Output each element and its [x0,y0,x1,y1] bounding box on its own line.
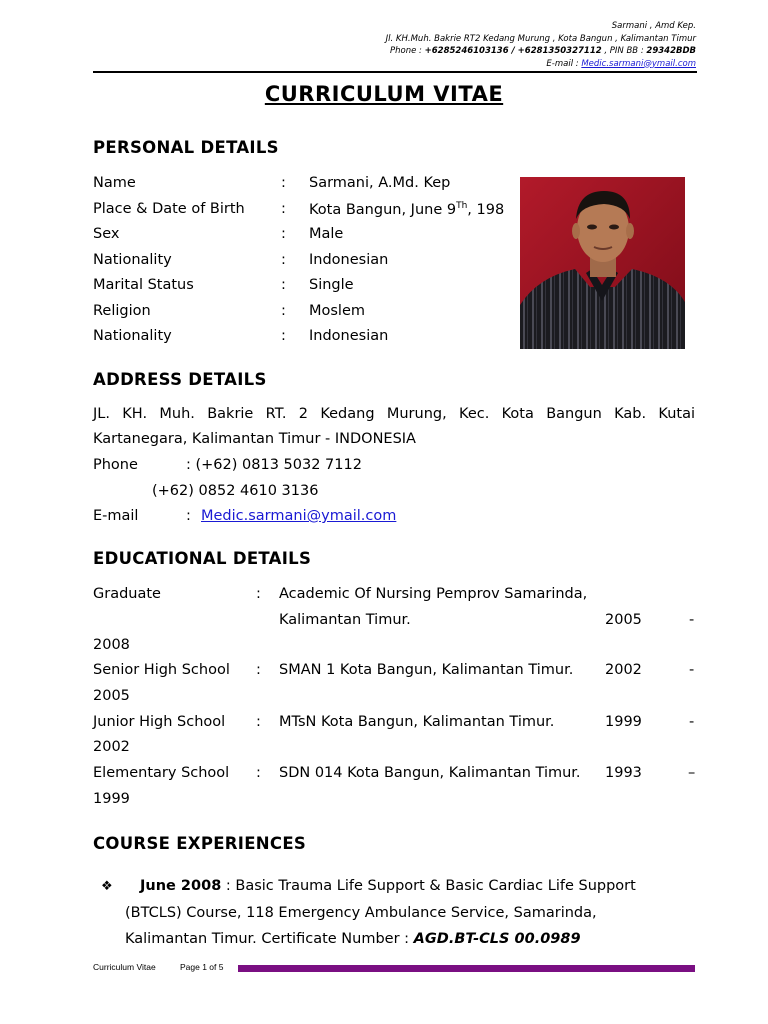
course-desc-3: Kalimantan Timur. Certificate Number : [125,931,414,947]
personal-label: Name [93,175,136,191]
education-level: Senior High School [93,662,230,678]
colon: : [256,586,261,602]
header-email-line [386,58,696,71]
course-line-3 [125,931,581,947]
personal-value: Indonesian [309,328,389,344]
personal-label: Nationality [93,252,172,268]
education-start-year: 1999 [605,714,642,730]
header-phone-line [386,45,696,58]
header-pin-label: , PIN BB : [601,46,647,56]
course-desc-1: : Basic Trauma Life Support & Basic Cardiac Life Support [221,878,636,894]
education-start-year: 1993 [605,765,642,781]
education-dash: - [689,612,695,628]
colon: : [256,714,261,730]
colon: : [281,328,286,344]
colon: : [256,765,261,781]
education-school: SDN 014 Kota Bangun, Kalimantan Timur. [279,765,581,781]
letterhead [386,20,696,70]
colon: : [281,201,286,217]
course-date: June 2008 [140,878,222,894]
personal-label: Place & Date of Birth [93,201,245,217]
colon: : [186,508,191,524]
personal-label: Religion [93,303,151,319]
education-end-year: 2002 [93,739,130,755]
page-title: CURRICULUM VITAE [264,82,504,106]
phone-number-2: (+62) 0852 4610 3136 [152,483,319,499]
email-label: E-mail [93,508,139,524]
colon: : [281,303,286,319]
birth-value: Kota Bangun, June 9 [309,201,457,218]
footer-bar [238,965,695,972]
address-line-1: JL. KH. Muh. Bakrie RT. 2 Kedang Murung, Kec. Kota Bangun Kab. Kutai [93,406,695,422]
header-phone-label: Phone : [390,46,425,56]
header-name: Sarmani , Amd Kep. [611,21,696,31]
personal-details-heading: PERSONAL DETAILS [93,138,279,157]
education-level: Junior High School [93,714,226,730]
diamond-bullet-icon: ❖ [101,879,113,894]
education-dash: - [689,662,695,678]
profile-photo [520,177,685,349]
birth-value-after: , 198 [467,201,505,218]
email-link[interactable]: Medic.sarmani@ymail.com [201,508,397,524]
education-dash: – [688,765,696,781]
education-end-year: 1999 [93,791,130,807]
birth-sup: Th [456,201,468,211]
personal-label: Marital Status [93,277,194,293]
header-divider [93,71,697,73]
personal-value: Sarmani, A.Md. Kep [309,175,451,191]
personal-value: Indonesian [309,252,389,268]
header-phone-value: +6285246103136 / +6281350327112 [424,46,602,56]
education-school: Academic Of Nursing Pemprov Samarinda, [279,586,588,602]
colon: : [281,175,286,191]
address-line-2: Kartanegara, Kalimantan Timur - INDONESIA [93,431,416,447]
course-line-2: (BTCLS) Course, 118 Emergency Ambulance Service, Samarinda, [125,905,597,921]
phone-number-1: : (+62) 0813 5032 7112 [186,457,362,473]
footer-page-label: Page 1 of 5 [180,962,224,972]
colon: : [281,226,286,242]
footer-doc-label: Curriculum Vitae [93,962,156,972]
header-email-link[interactable]: Medic.sarmani@ymail.com [581,58,696,69]
colon: : [256,662,261,678]
personal-value: Moslem [309,303,366,319]
personal-label: Sex [93,226,120,242]
personal-label: Nationality [93,328,172,344]
education-end-year: 2005 [93,688,130,704]
education-level: Elementary School [93,765,230,781]
header-address: Jl. KH.Muh. Bakrie RT2 Kedang Murung , Kota Bangun , Kalimantan Timur [385,33,696,44]
colon: : [281,252,286,268]
personal-value: Male [309,226,344,242]
header-pin-value: 29342BDB [646,46,696,56]
colon: : [281,277,286,293]
personal-value [309,201,504,218]
course-certificate-number: AGD.BT-CLS 00.0989 [413,931,581,947]
education-school: MTsN Kota Bangun, Kalimantan Timur. [279,714,555,730]
education-end-year: 2008 [93,637,130,653]
education-level: Graduate [93,586,161,602]
education-school-cont: Kalimantan Timur. [279,612,411,628]
education-start-year: 2002 [605,662,642,678]
portrait-image [520,177,685,349]
personal-value: Single [309,277,354,293]
header-email-label: E-mail : [546,58,582,69]
course-line-1 [140,878,636,894]
course-experiences-heading: COURSE EXPERIENCES [93,834,307,853]
education-start-year: 2005 [605,612,642,628]
address-details-heading: ADDRESS DETAILS [93,370,267,389]
educational-details-heading: EDUCATIONAL DETAILS [93,549,312,568]
education-dash: - [689,714,695,730]
phone-label: Phone [93,457,138,473]
education-school: SMAN 1 Kota Bangun, Kalimantan Timur. [279,662,574,678]
